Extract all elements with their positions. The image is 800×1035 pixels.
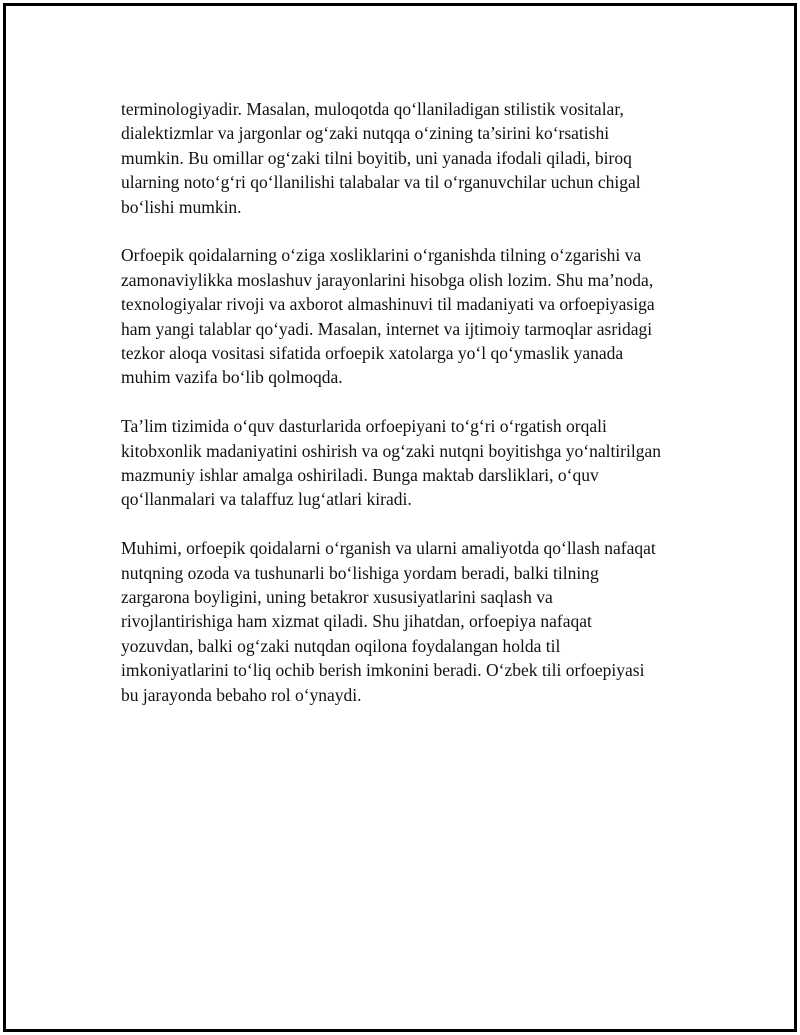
text-line: nutqning ozoda va tushunarli bo‘lishiga yordam beradi, balki tilning — [121, 562, 599, 583]
text-line: bu jarayonda bebaho rol o‘ynaydi. — [121, 684, 362, 705]
paragraph-2 — [121, 243, 701, 389]
text-line: rivojlantirishiga ham xizmat qiladi. Shu jihatdan, orfoepiya nafaqat — [121, 611, 592, 632]
document-body — [121, 97, 701, 732]
text-line: tezkor aloqa vositasi sifatida orfoepik xatolarga yo‘l qo‘ymaslik yanada — [121, 343, 624, 364]
text-line: dialektizmlar va jargonlar og‘zaki nutqqa o‘zining ta’sirini ko‘rsatishi — [121, 123, 610, 144]
text-line: terminologiyadir. Masalan, muloqotda qo‘llaniladigan stilistik vositalar, — [121, 99, 624, 119]
text-line: Ta’lim tizimida o‘quv dasturlarida orfoepiyani to‘g‘ri o‘rgatish orqali — [121, 416, 607, 437]
text-line: kitobxonlik madaniyatini oshirish va og‘zaki nutqni boyitishga yo‘naltirilgan — [121, 440, 661, 461]
paragraph-4 — [121, 536, 701, 707]
text-line: ham yangi talablar qo‘yadi. Masalan, internet va ijtimoiy tarmoqlar asridagi — [121, 318, 653, 339]
text-line: texnologiyalar rivoji va axborot almashinuvi til madaniyati va orfoepiyasiga — [121, 294, 655, 315]
text-line: zargarona boyligini, uning betakror xususiyatlarini saqlash va — [121, 587, 553, 608]
text-line: qo‘llanmalari va talaffuz lug‘atlari kiradi. — [121, 489, 412, 510]
text-line: zamonaviylikka moslashuv jarayonlarini hisobga olish lozim. Shu ma’noda, — [121, 269, 654, 290]
text-line: yozuvdan, balki og‘zaki nutqdan oqilona foydalangan holda til — [121, 635, 561, 656]
text-line: ularning noto‘g‘ri qo‘llanilishi talabalar va til o‘rganuvchilar uchun chigal — [121, 172, 641, 193]
text-line: bo‘lishi mumkin. — [121, 196, 242, 217]
text-line: mazmuniy ishlar amalga oshiriladi. Bunga maktab darsliklari, o‘quv — [121, 465, 599, 486]
text-line: muhim vazifa bo‘lib qolmoqda. — [121, 367, 343, 388]
text-line: mumkin. Bu omillar og‘zaki tilni boyitib, uni yanada ifodali qiladi, biroq — [121, 147, 632, 168]
paragraph-1 — [121, 97, 701, 219]
text-line: Muhimi, orfoepik qoidalarni o‘rganish va ularni amaliyotda qo‘llash nafaqat — [121, 538, 656, 559]
paragraph-3 — [121, 414, 701, 512]
text-line: imkoniyatlarini to‘liq ochib berish imkonini beradi. O‘zbek tili orfoepiyasi — [121, 660, 645, 681]
page-frame — [3, 3, 797, 1032]
text-line: Orfoepik qoidalarning o‘ziga xosliklarini o‘rganishda tilning o‘zgarishi va — [121, 245, 642, 266]
